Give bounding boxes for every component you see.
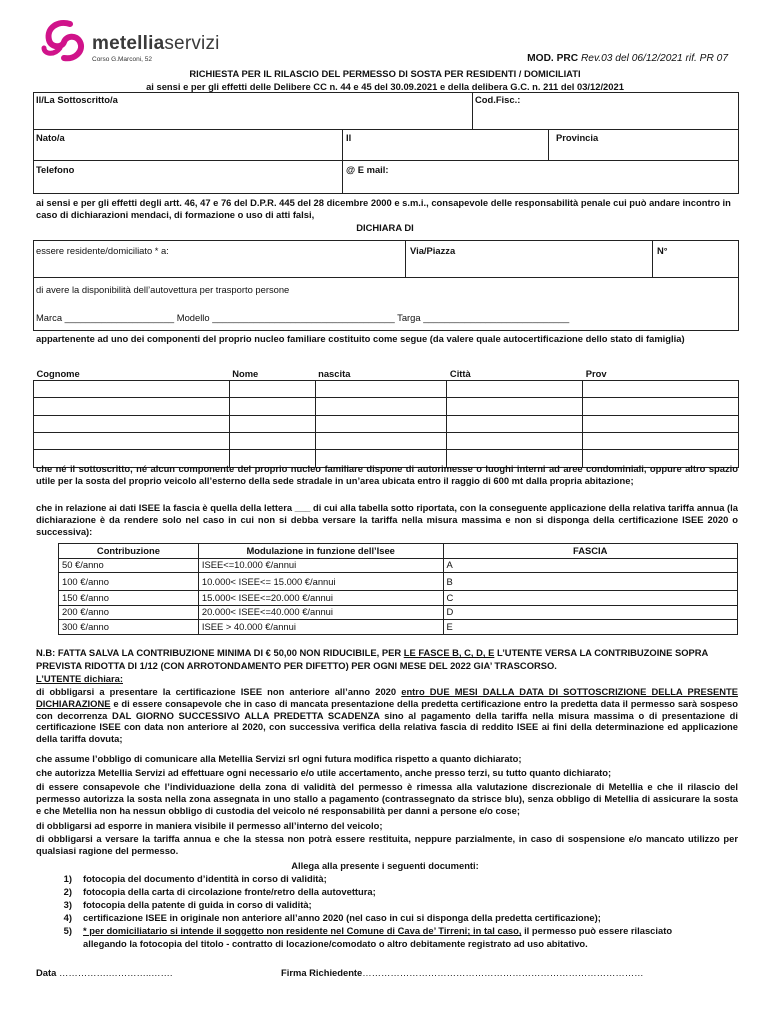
number-label: N° — [657, 245, 668, 256]
email-label: @ E mail: — [346, 164, 389, 175]
column-header: Città — [449, 368, 471, 379]
isee-statement: che in relazione ai dati ISEE la fascia è quella della lettera ___ di cui alla tabella sotto riportata, con la conseguente applicazione della relativa tariffa annua (la dichiarazione è da rendere solo nel caso in cui non si debba versare la tariffa nella misura massima e non si disponga della certificazione ISEE 2020 o successiva): — [36, 502, 738, 537]
table-cell[interactable] — [229, 415, 315, 432]
table-cell[interactable] — [447, 380, 583, 397]
fee-amount: 200 €/anno — [59, 605, 199, 620]
declares-heading: DICHIARA DI — [356, 222, 414, 233]
plate-label: Targa — [397, 312, 421, 323]
table-cell[interactable] — [34, 415, 230, 432]
household-table — [33, 368, 739, 468]
documents-list: 1) fotocopia del documento d’identità in corso di validità; 2) fotocopia della carta di circolazione fronte/retro della autovettura; 3) fotocopia della patente di guida in corso di validità; 4) certificazione ISEE in originale non anteriore all’anno 2020 (nel caso in cui si disponga della predetta certificazione); 5) * per domiciliatario si intende il soggetto non residente nel Comune di Cava de’ Tirreni; in tal caso, il permesso può essere rilasciato allegando la fotocopia del titolo - contratto di locazione/comodato o altro debitamente registrato ad uso abitativo. — [63, 873, 673, 949]
isee-range: 10.000< ISEE<= 15.000 €/annui — [198, 573, 443, 591]
column-header: Modulazione in funzione dell’Isee — [198, 544, 443, 559]
table-row — [59, 558, 738, 573]
isee-range: 20.000< ISEE<=40.000 €/annui — [198, 605, 443, 620]
logo-wordmark: metelliaservizi — [92, 33, 220, 54]
date-input[interactable]: …………….…………..……. — [58, 967, 173, 978]
isee-range: 15.000< ISEE<=20.000 €/annui — [198, 591, 443, 606]
attachments-heading: Allega alla presente i seguenti documenti: — [291, 860, 479, 871]
fee-band: C — [443, 591, 738, 606]
table-cell[interactable] — [447, 415, 583, 432]
zone-awareness-statement: di essere consapevole che l’individuazione della zona di validità del permesso è rimessa alla valutazione discrezionale di Metellia e che il rilascio del permesso autorizza la sosta nella zona assegnata in uno stallo a pagamento (contrassegnato da strisce blu), senza obbligo di Metellia di assicurare la sosta e che Metellia non ha nessun obbligo di custodia del veicolo né responsabilità per danni a persone e/o cose; — [36, 781, 738, 816]
date-signature-line — [36, 967, 172, 979]
signature-line — [281, 967, 644, 979]
date-label: Il — [346, 132, 352, 143]
family-text: appartenente ad uno dei componenti del proprio nucleo familiare costituito come segue (da valere quale autocertificazione dello stato di famiglia) — [36, 333, 685, 344]
communicate-obligation: che assume l’obbligo di comunicare alla Metellia Servizi srl ogni futura modifica rispetto a quanto dichiarato; — [36, 753, 522, 764]
table-row[interactable] — [34, 398, 739, 415]
email-field[interactable] — [342, 160, 739, 194]
plate-input[interactable]: ____________________________ — [423, 312, 570, 323]
column-header: Cognome — [36, 368, 80, 379]
phone-label: Telefono — [36, 164, 75, 175]
isee-obligation: di obbligarsi a presentare la certificazione ISEE non anteriore all’anno 2020 entro DUE MESI DALLA DATA DI SOTTOSCRIZIONE DELLA PRESENTE DICHIARAZIONE e di essere consapevole che in caso di mancata presentazione della predetta certificazione entro la predetta data il permesso sarà sospeso con decorrenza DAL GIORNO SUCCESSIVO ALLA PREDETTA SCADENZA sino al pagamento della tariffa nella misura massima o di presentazione di certificazione ISEE con data non anteriore al 2020, con successiva verifica della relativa fascia di reddito ISEE ai fini della determinazione ed applicazione della tariffa dovuta; — [36, 686, 738, 744]
table-cell[interactable] — [447, 398, 583, 415]
column-header: Contribuzione — [59, 544, 199, 559]
table-row — [59, 620, 738, 635]
column-header: nascita — [318, 368, 351, 379]
model-label: Modello — [176, 312, 210, 323]
fee-amount: 100 €/anno — [59, 573, 199, 591]
signature-label: Firma Richiedente — [281, 967, 363, 978]
table-row — [59, 605, 738, 620]
isee-range: ISEE > 40.000 €/annui — [198, 620, 443, 635]
fiscal-code-label: Cod.Fisc.: — [475, 94, 521, 105]
table-cell[interactable] — [583, 398, 739, 415]
authorize-statement: che autorizza Metellia Servizi ad effettuare ogni necessario e/o utile accertamento, anche presso terzi, su tutto quanto dichiarato; — [36, 767, 612, 778]
province-label: Provincia — [556, 132, 599, 143]
fees-header-row — [59, 544, 738, 559]
display-obligation: di obbligarsi ad esporre in maniera visibile il permesso all’interno del veicolo; — [36, 820, 383, 831]
isee-range: ISEE<=10.000 €/annui — [198, 558, 443, 573]
fee-amount: 50 €/anno — [59, 558, 199, 573]
birthplace-field[interactable] — [33, 129, 343, 161]
table-cell[interactable] — [34, 380, 230, 397]
birthdate-field[interactable] — [342, 129, 549, 161]
user-declares-heading: L’UTENTE dichiara: — [36, 673, 123, 684]
table-cell[interactable] — [34, 398, 230, 415]
table-cell[interactable] — [583, 432, 739, 449]
table-row — [59, 573, 738, 591]
vehicle-details-line — [36, 312, 569, 324]
table-cell[interactable] — [229, 398, 315, 415]
column-header: Nome — [232, 368, 259, 379]
module-reference: MOD. PRC Rev.03 del 06/12/2021 rif. PR 07 — [527, 53, 728, 64]
nb-note-line1: N.B: FATTA SALVA LA CONTRIBUZIONE MINIMA DI € 50,00 NON RIDUCIBILE, PER LE FASCE B, C, D, E L’UTENTE VERSA LA CONTRIBUZOINE SOPRA — [36, 647, 709, 658]
signature-input[interactable]: ……………………………………………………………………………… — [362, 967, 644, 978]
table-cell[interactable] — [583, 415, 739, 432]
table-cell[interactable] — [447, 432, 583, 449]
fee-band: D — [443, 605, 738, 620]
model-input[interactable]: ___________________________________ — [212, 312, 395, 323]
table-cell[interactable] — [315, 380, 447, 397]
metellia-logo — [40, 18, 245, 70]
declaration-intro: ai sensi e per gli effetti degli artt. 46, 47 e 76 del D.P.R. 445 del 28 dicembre 2000 e s.m.i., consapevole delle responsabilità penale cui può andare incontro in caso di dichiarazioni mendaci, di formazione o uso di atti falsi, — [36, 197, 731, 220]
fee-band: A — [443, 558, 738, 573]
payment-obligation: di obbligarsi a versare la tariffa annua e che la stessa non potrà essere restituita, neppure parzialmente, in caso di sospensione e/o mancato utilizzo per qualsiasi ragione del permesso. — [36, 833, 738, 856]
table-cell[interactable] — [34, 432, 230, 449]
table-row[interactable] — [34, 432, 739, 449]
table-cell[interactable] — [315, 398, 447, 415]
table-row[interactable] — [34, 380, 739, 397]
household-header-row — [34, 368, 739, 380]
no-garage-statement: che né il sottoscritto, né alcun componente del proprio nucleo familiare dispone di autorimesse o luoghi interni ad aree condominiali, oppure altro spazio utile per la sosta del proprio veicolo all’esterno della sede stradale in un’area ubicata entro il raggio di 600 mt dalla propria abitazione; — [36, 463, 738, 486]
form-title: RICHIESTA PER IL RILASCIO DEL PERMESSO DI SOSTA PER RESIDENTI / DOMICILIATI — [189, 68, 581, 79]
fee-amount: 300 €/anno — [59, 620, 199, 635]
table-row — [59, 591, 738, 606]
phone-field[interactable] — [33, 160, 343, 194]
undersigned-label: Il/La Sottoscritto/a — [36, 94, 118, 105]
table-cell[interactable] — [315, 432, 447, 449]
table-row[interactable] — [34, 415, 739, 432]
fee-band: E — [443, 620, 738, 635]
vehicle-text: di avere la disponibilità dell’autovettura per trasporto persone — [36, 284, 290, 295]
logo-mark-icon — [40, 18, 92, 64]
nb-note-line2: PREVISTA RIDOTTA DI 1/12 (CON ARROTONDAMENTO PER DIFETTO) PER OGNI MESE DEL 2022 GIA’ TRASCORSO. — [36, 660, 557, 671]
fee-amount: 150 €/anno — [59, 591, 199, 606]
fee-band: B — [443, 573, 738, 591]
table-cell[interactable] — [315, 415, 447, 432]
table-cell[interactable] — [229, 380, 315, 397]
company-address: Corso G.Marconi, 52 — [92, 56, 152, 63]
isee-fees-table — [58, 543, 738, 635]
column-header: FASCIA — [443, 544, 738, 559]
table-cell[interactable] — [229, 432, 315, 449]
resident-label: essere residente/domiciliato * a: — [36, 245, 169, 256]
table-cell[interactable] — [583, 380, 739, 397]
make-input[interactable]: _____________________ — [64, 312, 175, 323]
street-label: Via/Piazza — [410, 245, 456, 256]
column-header: Prov — [585, 368, 607, 379]
born-label: Nato/a — [36, 132, 65, 143]
form-subtitle: ai sensi e per gli effetti delle Delibere CC n. 44 e 45 del 30.09.2021 e della delibera G.C. n. 211 del 03/12/2021 — [146, 81, 624, 92]
date-label: Data — [36, 967, 57, 978]
make-label: Marca — [36, 312, 63, 323]
